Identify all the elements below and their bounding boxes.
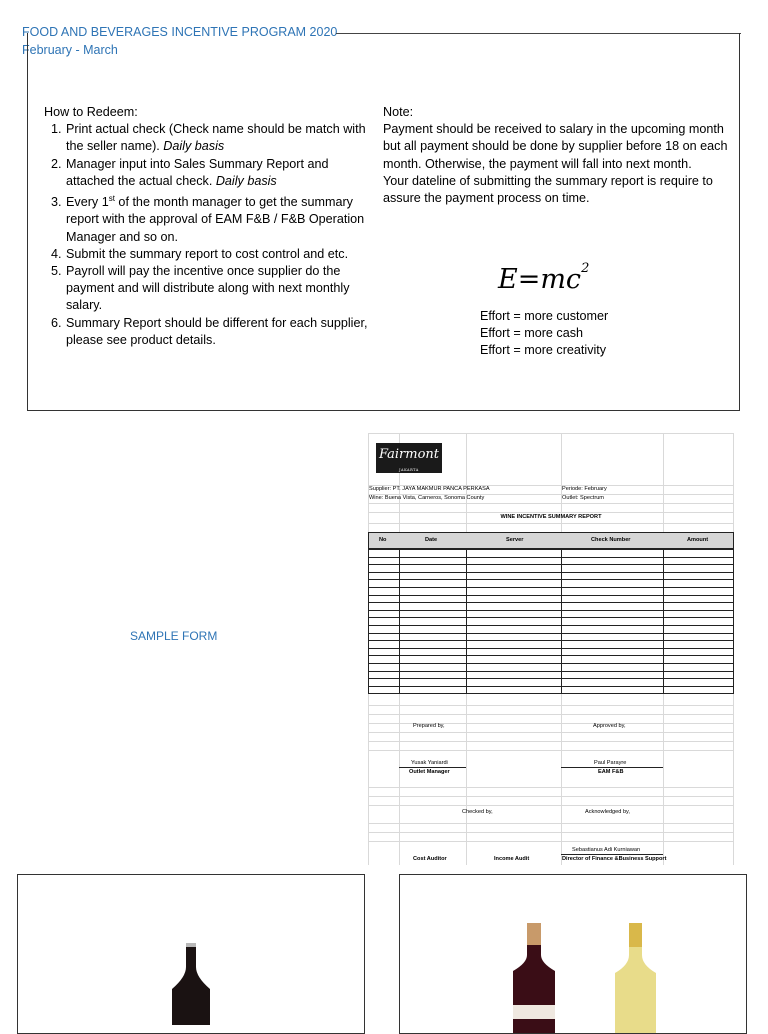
step-text: Submit the summary report to cost control and etc. <box>66 246 349 261</box>
redeem-step <box>65 315 374 349</box>
table-row-line <box>368 686 734 687</box>
redeem-step <box>65 156 374 190</box>
approved-role: EAM F&B <box>598 769 624 775</box>
col-check-number: Check Number <box>591 537 631 543</box>
role-director: Director of Finance &Business Support <box>562 856 667 862</box>
approved-name: Paul Parayre <box>594 760 627 766</box>
role-income-audit: Income Audit <box>494 856 530 862</box>
table-row-line <box>368 648 734 649</box>
step-emphasis: Daily basis <box>215 173 277 188</box>
grid-line <box>368 832 734 833</box>
role-cost-auditor: Cost Auditor <box>413 856 447 862</box>
table-row-line <box>368 640 734 641</box>
supplier-label: Supplier: PT. JAYA MAKMUR PANCA PERKASA <box>369 486 490 492</box>
checked-by: Checked by, <box>462 809 493 815</box>
table-row-line <box>368 572 734 573</box>
redeem-steps <box>44 121 374 349</box>
col-date: Date <box>425 537 438 543</box>
step-emphasis: Daily basis <box>163 139 225 154</box>
col-no: No <box>379 537 387 543</box>
grid-line <box>368 523 734 524</box>
table-column-line <box>368 549 369 693</box>
redeem-step <box>65 246 374 263</box>
table-column-line <box>733 549 734 693</box>
formula <box>498 261 590 295</box>
grid-line <box>368 823 734 824</box>
fairmont-logo <box>376 443 442 473</box>
logo-sub: JAKARTA <box>399 468 419 472</box>
table-row-line <box>368 678 734 679</box>
white-wine-bottle-image <box>610 923 662 1033</box>
signature-line <box>561 854 663 855</box>
page-subtitle: February - March <box>22 43 118 57</box>
grid-line <box>368 512 734 513</box>
table-row-line <box>368 617 734 618</box>
table-row-line <box>368 633 734 634</box>
table-column-line <box>399 549 400 693</box>
redeem-step <box>65 190 374 246</box>
grid-line <box>368 750 734 751</box>
step-text: of the month manager to get the summary report with the approval of EAM F&B / F&B Operation Manager and so on. <box>66 195 365 244</box>
step-text: Manager input into Sales Summary Report and attached the actual check. <box>66 156 329 188</box>
acknowledged-by: Acknowledged by, <box>585 809 630 815</box>
grid-line <box>368 503 734 504</box>
table-row-line <box>368 602 734 603</box>
step-text: Summary Report should be different for each supplier, please see product details. <box>66 315 368 347</box>
col-server: Server <box>506 537 524 543</box>
signature-line <box>399 767 466 768</box>
effort-line: Effort = more customer <box>480 309 609 323</box>
product-image-box <box>399 874 747 1034</box>
sample-form-label: SAMPLE FORM <box>130 629 218 643</box>
outlet-label: Outlet: Spectrum <box>562 495 604 501</box>
table-row-line <box>368 549 734 550</box>
table-row-line <box>368 663 734 664</box>
wine-label: Wine: Buena Vista, Carneros, Sonoma County <box>369 495 485 501</box>
ack-name: Sebastianus Adi Kurniawan <box>572 847 641 853</box>
table-row-line <box>368 610 734 611</box>
step-text: Payroll will pay the incentive once supplier do the payment and will distribute along with next monthly salary. <box>66 264 350 313</box>
grid-line <box>368 433 734 434</box>
step-text: Print actual check (Check name should be match with the seller name). <box>66 122 366 154</box>
table-row-line <box>368 693 734 694</box>
table-row-line <box>368 671 734 672</box>
red-wine-bottle-image <box>506 923 562 1033</box>
table-row-line <box>368 587 734 588</box>
effort-list <box>480 308 608 360</box>
grid-line <box>368 714 734 715</box>
redeem-heading: How to Redeem: <box>44 105 138 119</box>
note-heading: Note: <box>383 105 414 119</box>
effort-line: Effort = more creativity <box>480 343 607 358</box>
grid-line <box>368 841 734 842</box>
logo-text: Fairmont <box>378 447 439 462</box>
prepared-name: Yusak Yaniardi <box>411 760 448 766</box>
redeem-section <box>44 104 374 349</box>
table-column-line <box>466 549 467 693</box>
grid-line <box>368 796 734 797</box>
prepared-role: Outlet Manager <box>409 769 450 775</box>
note-section <box>383 104 728 207</box>
red-wine-bottle-image <box>166 943 216 1025</box>
effort-line: Effort = more cash <box>480 326 584 341</box>
product-image-box <box>17 874 365 1034</box>
table-row-line <box>368 557 734 558</box>
table-row-line <box>368 595 734 596</box>
table-column-line <box>663 549 664 693</box>
formula-exponent: 2 <box>581 261 590 276</box>
redeem-step <box>65 263 374 315</box>
formula-base: E=mc <box>498 264 582 295</box>
periode-label: Periode: February <box>562 486 607 492</box>
grid-line <box>368 705 734 706</box>
approved-by: Approved by, <box>593 723 626 729</box>
report-title: WINE INCENTIVE SUMMARY REPORT <box>500 514 602 520</box>
grid-line <box>368 732 734 733</box>
sample-form <box>368 433 734 865</box>
note-paragraph: Payment should be received to salary in the upcoming month but all payment should be done by supplier before 18 on each month. Otherwise, the payment will fall into next month. <box>383 122 728 171</box>
col-amount: Amount <box>687 537 709 543</box>
page-title: FOOD AND BEVERAGES INCENTIVE PROGRAM 2020 <box>22 25 338 39</box>
table-column-line <box>561 549 562 693</box>
table-row-line <box>368 564 734 565</box>
table-row-line <box>368 625 734 626</box>
prepared-by: Prepared by, <box>413 723 445 729</box>
step-superscript: st <box>108 194 115 204</box>
grid-line <box>368 741 734 742</box>
table-header <box>368 532 734 549</box>
redeem-step <box>65 121 374 155</box>
grid-line <box>368 805 734 806</box>
table-row-line <box>368 579 734 580</box>
table-row-line <box>368 655 734 656</box>
grid-line <box>368 787 734 788</box>
signature-line <box>561 767 663 768</box>
step-text: Every 1 <box>66 195 109 210</box>
note-paragraph: Your dateline of submitting the summary report is require to assure the payment process on time. <box>383 173 713 206</box>
